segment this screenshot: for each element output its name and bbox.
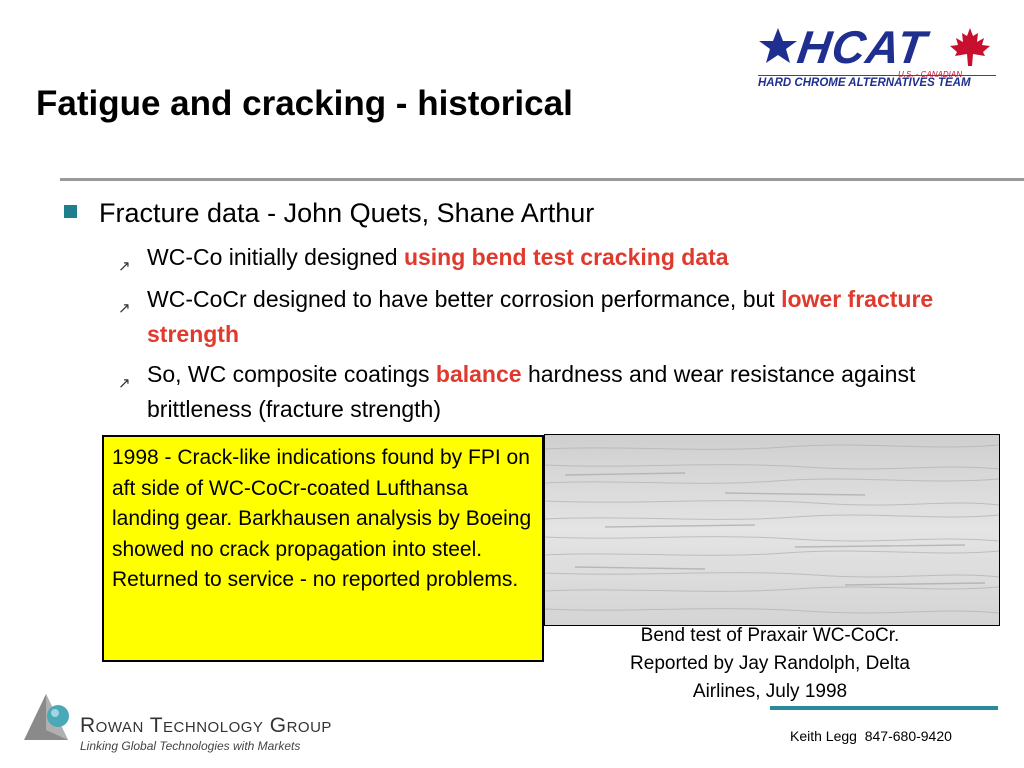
sub-bullet-1 [118,240,938,275]
sub-bullet-1-text [147,240,938,275]
arrow-bullet-icon: ↗ [118,375,131,392]
hcat-logo [758,22,998,92]
bend-test-texture [545,435,999,625]
company-tagline: Linking Global Technologies with Markets [80,739,301,753]
caption-line-2: Reported by Jay Randolph, Delta [630,653,910,674]
title-divider [60,178,1024,181]
slide-title: Fatigue and cracking - historical [36,84,573,123]
hcat-team-name: HARD CHROME ALTERNATIVES TEAM [758,75,996,89]
sub-bullet-2 [118,282,948,352]
main-bullet-text: Fracture data - John Quets, Shane Arthur [99,198,595,228]
sub-bullet-3-tail: hardness and wear resistance against brittleness (fracture strength) [147,361,916,422]
footer-divider [770,706,998,710]
maple-leaf-icon [948,26,992,70]
hcat-subtitle: U.S. - CANADIAN [898,70,963,79]
sub-bullet-3-plain: So, WC composite coatings [147,361,436,387]
sub-bullet-3-highlight: balance [435,361,522,387]
company-name: Rowan Technology Group [80,714,332,737]
sub-bullet-2-highlight: lower fracture strength [147,286,934,347]
sub-bullet-3-text [147,357,918,427]
arrow-bullet-icon: ↗ [118,300,131,317]
sub-bullet-1-plain: WC-Co initially designed [147,244,404,270]
square-bullet-icon [64,205,77,218]
caption-line-1: Bend test of Praxair WC-CoCr. [640,625,900,646]
rowan-logo [24,690,354,754]
note-box: 1998 - Crack-like indications found by FPI on aft side of WC-CoCr-coated Lufthansa landing gear. Barkhausen analysis by Boeing showed no crack propagation into steel. Returned to service - no reported problems. [102,435,544,662]
star-icon [758,26,798,66]
photo-caption [560,622,980,706]
hcat-wordmark: HCAT [794,21,930,73]
footer-contact: Keith Legg 847-680-9420 [790,728,952,744]
sub-bullet-2-text [147,282,948,352]
sub-bullet-1-highlight: using bend test cracking data [403,244,729,270]
pyramid-globe-icon [24,690,80,746]
arrow-bullet-icon: ↗ [118,258,131,275]
sub-bullet-2-plain: WC-CoCr designed to have better corrosion performance, but [147,286,782,312]
sub-bullet-3 [118,357,918,427]
main-bullet [64,198,594,229]
bend-test-photo [544,434,1000,626]
caption-line-3: Airlines, July 1998 [692,681,848,702]
